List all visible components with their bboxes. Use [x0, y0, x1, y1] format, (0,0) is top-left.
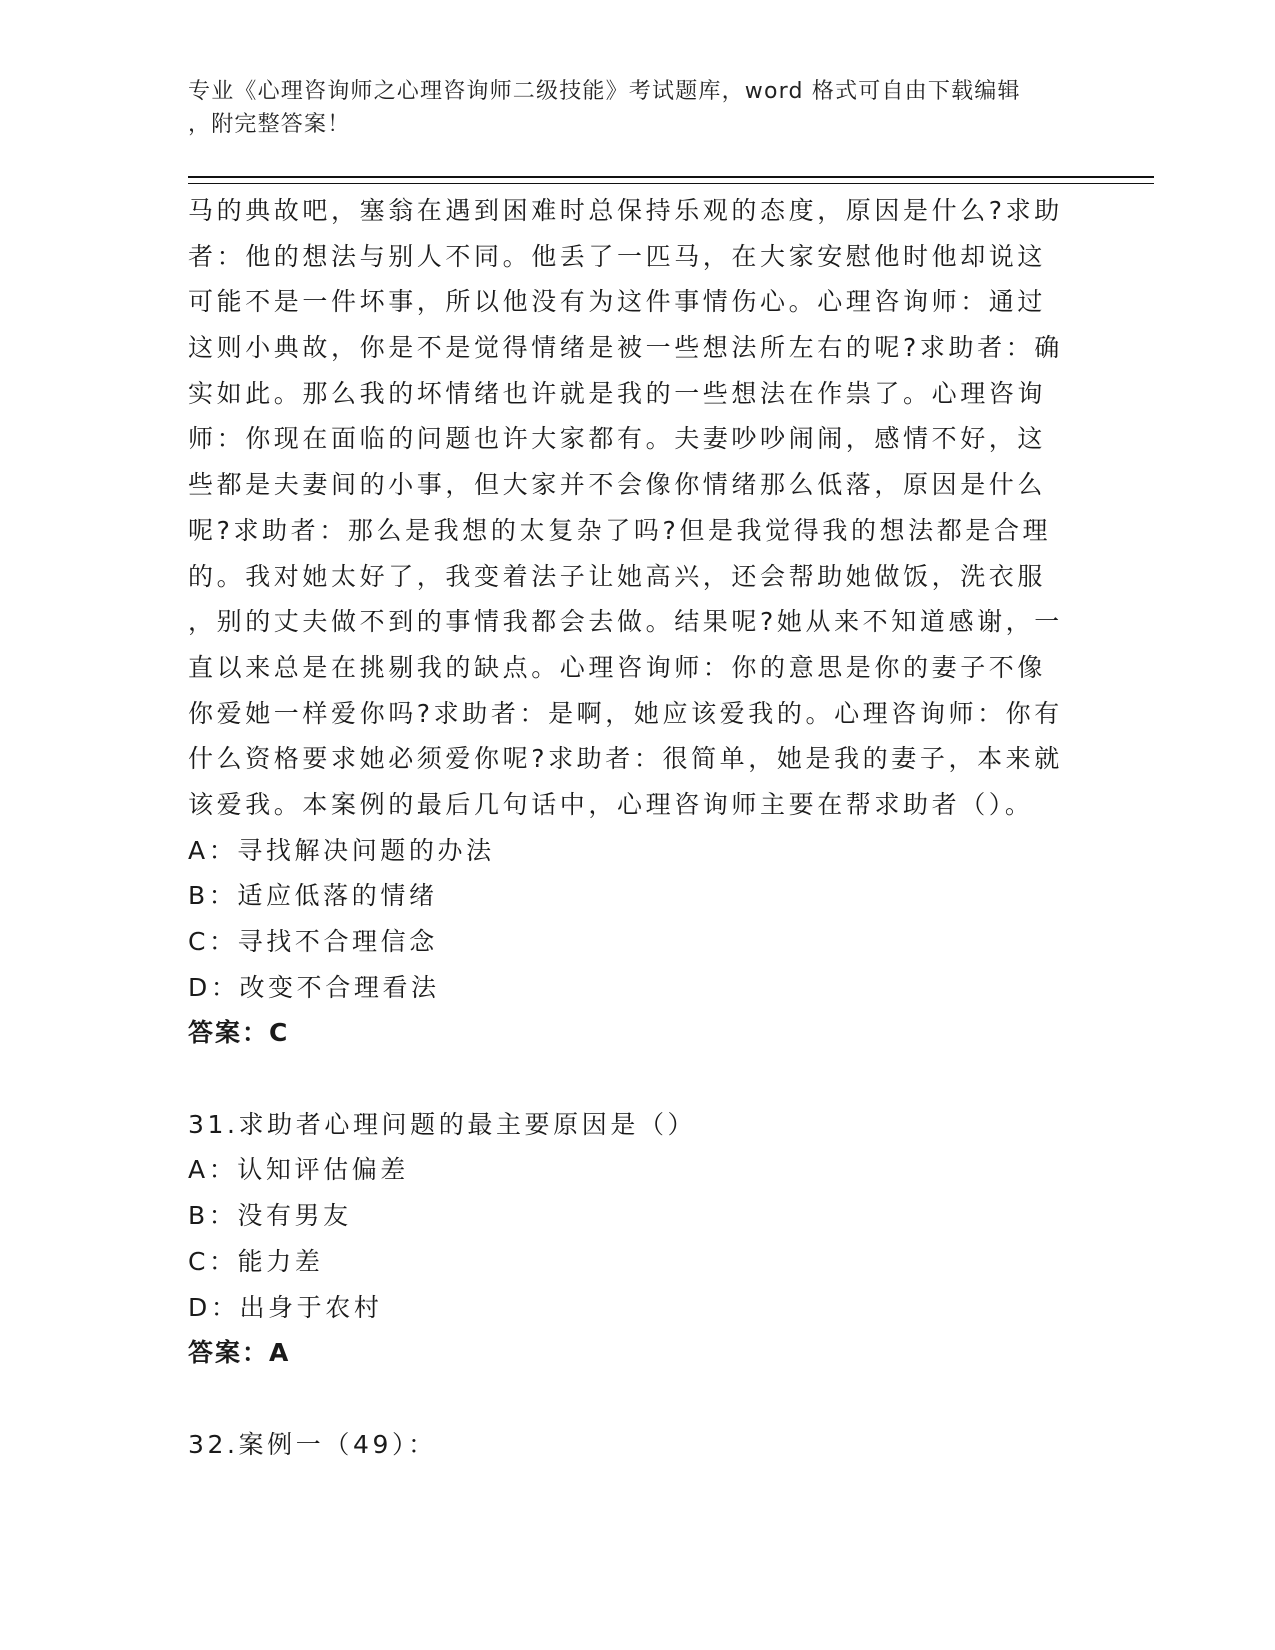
passage-line: 的。我对她太好了，我变着法子让她高兴，还会帮助她做饭，洗衣服: [188, 561, 1047, 591]
header-line-2: ，附完整答案！: [188, 112, 351, 137]
question-stem: 31.求助者心理问题的最主要原因是（）: [188, 1109, 697, 1139]
case-passage: [188, 188, 1188, 828]
passage-line: ，别的丈夫做不到的事情我都会去做。结果呢?她从来不知道感谢，一: [188, 607, 1063, 637]
answer-label: 答案：C: [188, 1018, 290, 1048]
passage-line: 这则小典故，你是不是觉得情绪是被一些想法所左右的呢?求助者：确: [188, 333, 1063, 363]
header-line-1: 专业《心理咨询师之心理咨询师二级技能》考试题库，word 格式可自由下载编辑: [188, 79, 1021, 104]
option-a: A：认知评估偏差: [188, 1155, 409, 1185]
question-30-options: [188, 828, 1188, 1056]
passage-line: 马的典故吧，塞翁在遇到困难时总保持乐观的态度，原因是什么?求助: [188, 196, 1063, 225]
passage-line: 呢?求助者：那么是我想的太复杂了吗?但是我觉得我的想法都是合理: [188, 515, 1052, 545]
question-31: [188, 1102, 1188, 1376]
option-b: B：适应低落的情绪: [188, 881, 438, 911]
header-divider-thin: [188, 183, 1154, 184]
option-a: A：寻找解决问题的办法: [188, 835, 495, 865]
option-c: C：寻找不合理信念: [188, 927, 438, 956]
passage-line: 些都是夫妻间的小事，但大家并不会像你情绪那么低落，原因是什么: [188, 470, 1047, 500]
passage-line: 直以来总是在挑剔我的缺点。心理咨询师：你的意思是你的妻子不像: [188, 652, 1047, 682]
document-body: [188, 188, 1188, 1467]
spacer: [188, 1056, 1188, 1102]
passage-line: 可能不是一件坏事，所以他没有为这件事情伤心。心理咨询师：通过: [188, 287, 1047, 317]
passage-line: 实如此。那么我的坏情绪也许就是我的一些想法在作祟了。心理咨询: [188, 378, 1047, 408]
option-d: D：改变不合理看法: [188, 972, 440, 1002]
question-stem: 32.案例一（49）：: [188, 1429, 437, 1459]
spacer: [188, 1376, 1188, 1422]
header-divider-thick: [188, 176, 1154, 178]
answer-label: 答案：A: [188, 1338, 291, 1368]
passage-line: 师：你现在面临的问题也许大家都有。夫妻吵吵闹闹，感情不好，这: [188, 424, 1047, 454]
passage-line: 该爱我。本案例的最后几句话中，心理咨询师主要在帮求助者（）。: [188, 789, 1034, 819]
question-32: [188, 1422, 1188, 1468]
option-b: B：没有男友: [188, 1201, 352, 1231]
passage-line: 者：他的想法与别人不同。他丢了一匹马，在大家安慰他时他却说这: [188, 241, 1047, 271]
passage-line: 你爱她一样爱你吗?求助者：是啊，她应该爱我的。心理咨询师：你有: [188, 698, 1063, 728]
page-header: [188, 75, 1088, 141]
option-c: C：能力差: [188, 1246, 324, 1276]
option-d: D：出身于农村: [188, 1292, 383, 1322]
passage-line: 什么资格要求她必须爱你呢?求助者：很简单，她是我的妻子，本来就: [188, 744, 1063, 774]
